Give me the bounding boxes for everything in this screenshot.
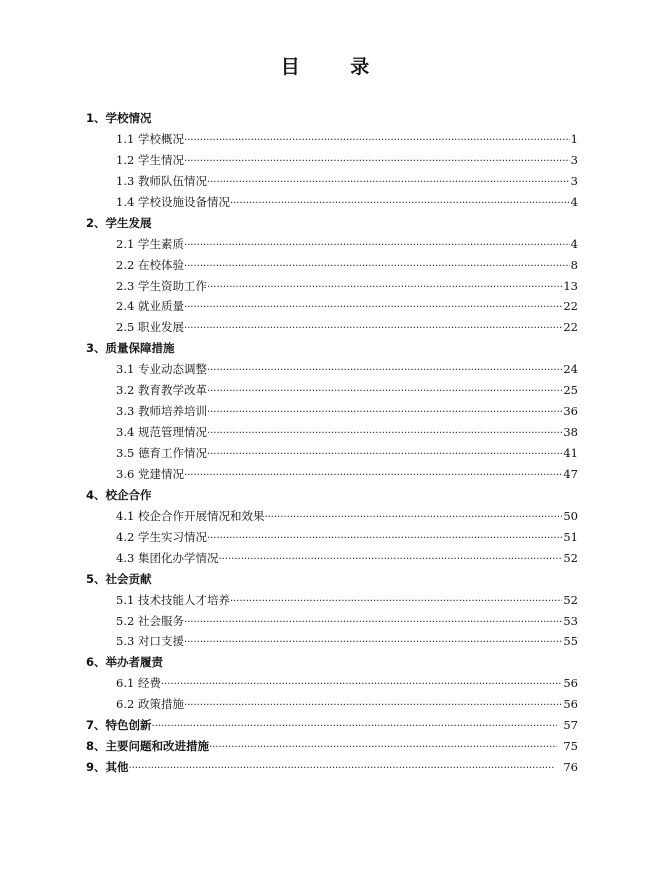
table-of-contents [86,110,578,780]
dot-leader [184,156,570,167]
toc-entry-label: 8、主要问题和改进措施 [86,739,210,754]
toc-subsection-entry[interactable] [86,298,578,319]
toc-subsection-entry[interactable] [86,173,578,194]
toc-subsection-entry[interactable] [86,508,578,529]
toc-page-number: 56 [563,697,578,712]
toc-entry-label: 5、社会贡献 [86,571,152,586]
toc-subsection-entry[interactable] [86,361,578,382]
toc-subsection-entry[interactable] [86,403,578,424]
dot-leader [230,596,562,607]
toc-page-number: 25 [563,383,578,398]
toc-page-number: 22 [563,320,578,335]
toc-subsection-entry[interactable] [86,613,578,634]
toc-page-number: 76 [563,760,578,775]
toc-section-entry[interactable] [86,717,578,738]
toc-entry-label: 5.3 对口支援 [116,634,184,649]
toc-subsection-entry[interactable] [86,675,578,696]
toc-entry-label: 2.3 学生资助工作 [116,278,207,293]
toc-entry-label: 4、校企合作 [86,487,152,502]
toc-entry-label: 2、学生发展 [86,215,152,230]
dot-leader [184,302,562,313]
dot-leader [207,533,562,544]
toc-page-number: 4 [570,194,578,209]
toc-entry-label: 1、学校情况 [86,111,152,125]
toc-section-entry[interactable] [86,759,578,780]
toc-subsection-entry[interactable] [86,278,578,299]
toc-entry-label: 1.4 学校设施设备情况 [116,194,230,209]
toc-page-number: 50 [563,508,578,523]
toc-page-number: 41 [563,446,578,460]
toc-entry-label: 1.2 学生情况 [116,152,184,167]
toc-entry-label: 6.2 政策措施 [116,697,184,712]
dot-leader [207,386,562,397]
toc-entry-label: 4.1 校企合作开展情况和效果 [116,508,265,523]
toc-page-number: 47 [563,466,578,481]
dot-leader [209,742,557,753]
toc-page-number: 51 [563,529,578,544]
toc-subsection-entry[interactable] [86,445,578,466]
toc-subsection-entry[interactable] [86,194,578,215]
toc-subsection-entry[interactable] [86,152,578,173]
dot-leader [207,407,562,418]
toc-entry-label: 2.5 职业发展 [116,320,184,335]
toc-page-number: 57 [563,718,578,733]
toc-entry-label: 3.2 教育教学改革 [116,383,207,398]
dot-leader [184,135,570,146]
toc-subsection-entry[interactable] [86,319,578,340]
toc-page-number: 3 [570,173,578,188]
toc-entry-label: 1.3 教师队伍情况 [116,173,207,188]
toc-entry-label: 4.2 学生实习情况 [116,529,207,544]
dot-leader [184,700,562,711]
toc-page-number: 36 [563,404,578,419]
toc-page-number: 3 [570,152,578,167]
toc-page-number: 56 [563,676,578,691]
toc-page-number: 1 [570,131,578,146]
toc-entry-label: 6.1 经费 [116,676,161,691]
toc-entry-label: 3.3 教师培养培训 [116,404,207,419]
toc-subsection-entry[interactable] [86,633,578,654]
toc-page-number: 24 [563,362,578,377]
dot-leader [184,240,570,251]
toc-page-number: 53 [563,613,578,628]
toc-section-entry[interactable] [86,654,578,675]
toc-entry-label: 6、举办者履责 [86,655,164,670]
toc-subsection-entry[interactable] [86,529,578,550]
dot-leader [161,679,562,690]
toc-page-number: 55 [563,634,578,649]
toc-subsection-entry[interactable] [86,424,578,445]
toc-subsection-entry[interactable] [86,592,578,613]
toc-section-entry[interactable] [86,738,578,759]
dot-leader [264,512,562,523]
toc-entry-label: 5.2 社会服务 [116,613,184,628]
toc-page-number: 52 [563,592,578,607]
toc-subsection-entry[interactable] [86,257,578,278]
dot-leader [207,177,570,188]
toc-entry-label: 3.1 专业动态调整 [116,362,207,377]
toc-section-entry[interactable] [86,110,578,131]
toc-entry-label: 3、质量保障措施 [86,341,175,356]
toc-entry-label: 3.6 党建情况 [116,466,184,481]
toc-subsection-entry[interactable] [86,382,578,403]
dot-leader [184,323,562,334]
toc-section-entry[interactable] [86,340,578,361]
toc-entry-label: 2.2 在校体验 [116,257,184,272]
page-title: 目 录 [280,56,392,78]
toc-page-number: 52 [563,550,578,565]
dot-leader [152,721,558,732]
dot-leader [184,637,562,648]
toc-subsection-entry[interactable] [86,696,578,717]
toc-entry-label: 4.3 集团化办学情况 [116,550,219,565]
dot-leader [184,470,562,481]
toc-entry-label: 3.4 规范管理情况 [116,425,207,440]
toc-entry-label: 9、其他 [86,760,129,775]
toc-page-number: 4 [570,236,578,251]
toc-section-entry[interactable] [86,571,578,592]
dot-leader [184,617,562,628]
toc-entry-label: 7、特色创新 [86,718,152,733]
dot-leader [207,428,562,439]
toc-entry-label: 1.1 学校概况 [116,131,184,146]
dot-leader [230,198,570,209]
toc-entry-label: 3.5 德育工作情况 [116,446,207,460]
toc-subsection-entry[interactable] [86,131,578,152]
toc-page-number: 38 [563,425,578,440]
toc-section-entry[interactable] [86,487,578,508]
toc-page-number: 13 [563,278,578,293]
toc-subsection-entry[interactable] [86,550,578,571]
toc-section-entry[interactable] [86,215,578,236]
toc-subsection-entry[interactable] [86,466,578,487]
toc-entry-label: 2.4 就业质量 [116,299,184,314]
toc-page-number: 8 [570,257,578,272]
dot-leader [207,282,562,293]
dot-leader [129,763,558,774]
dot-leader [207,365,562,376]
toc-page-number: 75 [563,739,578,754]
dot-leader [184,261,570,272]
toc-entry-label: 2.1 学生素质 [116,236,184,251]
toc-entry-label: 5.1 技术技能人才培养 [116,592,230,607]
dot-leader [218,554,562,565]
dot-leader [207,449,562,460]
toc-subsection-entry[interactable] [86,236,578,257]
toc-page-number: 22 [563,299,578,314]
